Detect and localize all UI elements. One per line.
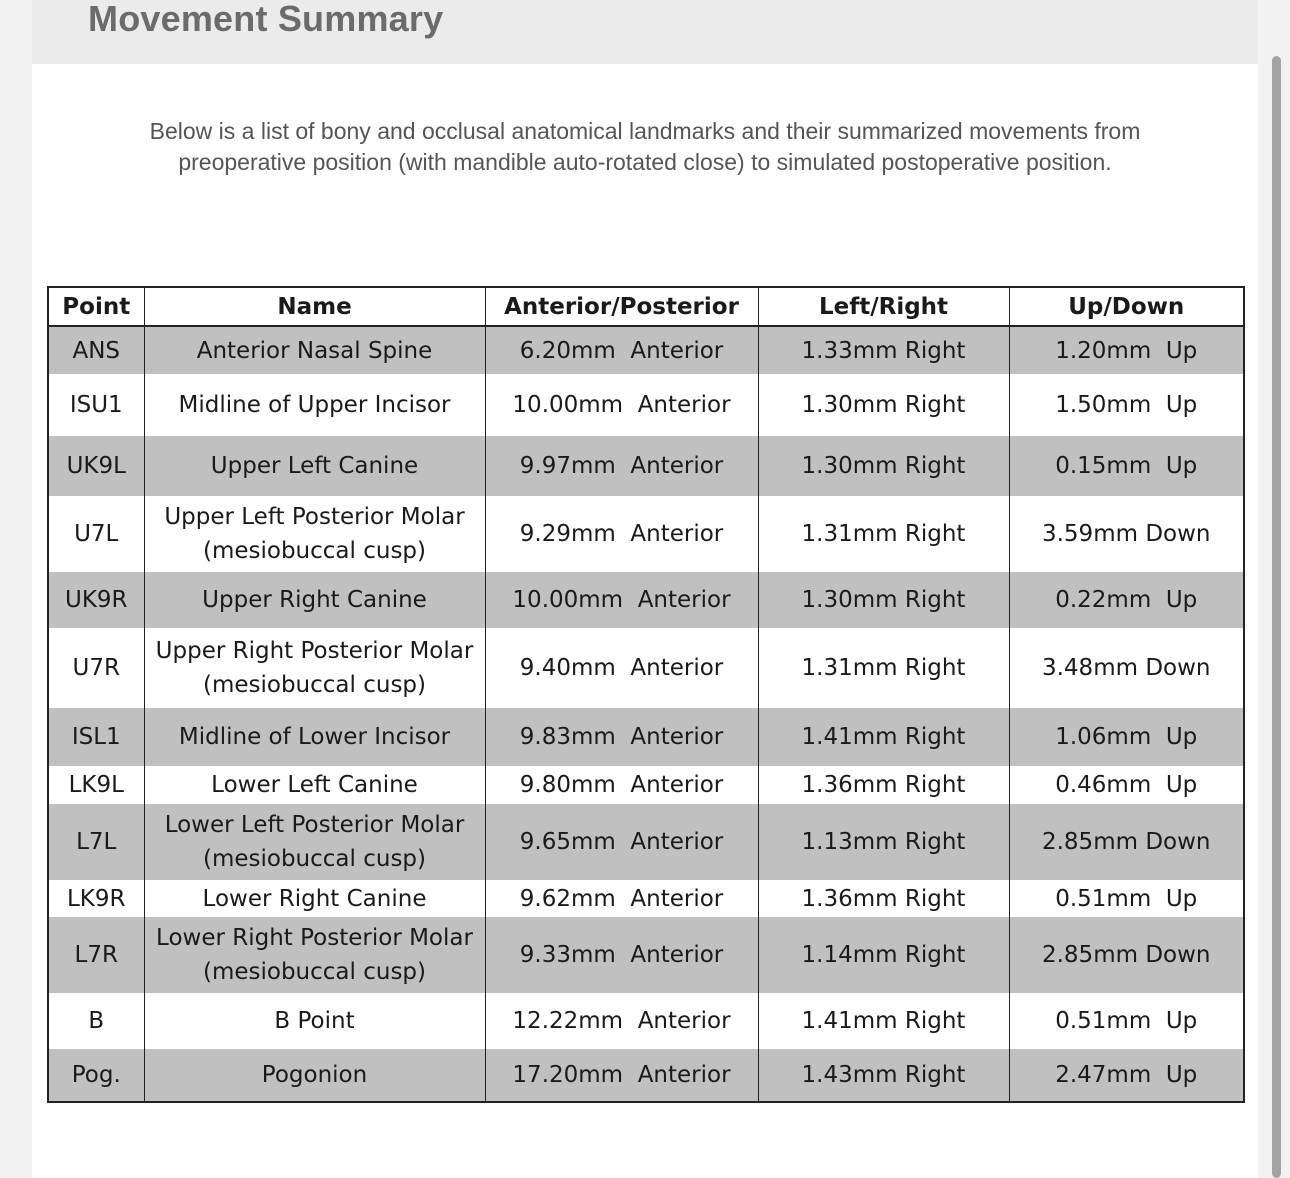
point-cell: Pog. xyxy=(48,1049,144,1102)
left-right-cell: 1.33mm Right xyxy=(758,326,1009,374)
up-down-cell: 0.22mm Up xyxy=(1009,572,1244,628)
table-row xyxy=(48,880,1244,917)
left-right-cell: 1.14mm Right xyxy=(758,917,1009,993)
point-cell: LK9R xyxy=(48,880,144,917)
name-cell xyxy=(144,993,485,1049)
anterior-posterior-cell: 9.29mm Anterior xyxy=(485,496,758,572)
left-right-cell: 1.36mm Right xyxy=(758,880,1009,917)
left-right-cell: 1.31mm Right xyxy=(758,496,1009,572)
column-header-point: Point xyxy=(48,287,144,326)
name-cell xyxy=(144,436,485,496)
point-cell: UK9L xyxy=(48,436,144,496)
table-row xyxy=(48,374,1244,436)
header-bar xyxy=(32,0,1258,64)
point-cell: L7L xyxy=(48,804,144,880)
name-cell xyxy=(144,804,485,880)
name-line: Lower Left Canine xyxy=(211,772,418,798)
left-right-cell: 1.41mm Right xyxy=(758,993,1009,1049)
up-down-cell: 2.47mm Up xyxy=(1009,1049,1244,1102)
up-down-cell: 0.15mm Up xyxy=(1009,436,1244,496)
column-header-name: Name xyxy=(144,287,485,326)
column-header-up-down: Up/Down xyxy=(1009,287,1244,326)
table-row xyxy=(48,917,1244,993)
name-line: Upper Right Canine xyxy=(202,587,427,613)
left-right-cell: 1.13mm Right xyxy=(758,804,1009,880)
name-cell xyxy=(144,628,485,708)
table-body xyxy=(48,326,1244,1102)
name-line: Upper Left Posterior Molar xyxy=(164,504,465,530)
left-right-cell: 1.30mm Right xyxy=(758,374,1009,436)
up-down-cell: 0.46mm Up xyxy=(1009,766,1244,804)
up-down-cell: 2.85mm Down xyxy=(1009,804,1244,880)
name-cell xyxy=(144,917,485,993)
table-row xyxy=(48,993,1244,1049)
up-down-cell: 3.48mm Down xyxy=(1009,628,1244,708)
up-down-cell: 3.59mm Down xyxy=(1009,496,1244,572)
anterior-posterior-cell: 10.00mm Anterior xyxy=(485,374,758,436)
name-cell xyxy=(144,374,485,436)
anterior-posterior-cell: 9.83mm Anterior xyxy=(485,708,758,766)
table-row xyxy=(48,326,1244,374)
name-line: Pogonion xyxy=(261,1062,368,1088)
table-row xyxy=(48,496,1244,572)
name-line: Midline of Lower Incisor xyxy=(178,724,451,750)
anterior-posterior-cell: 9.62mm Anterior xyxy=(485,880,758,917)
name-line-secondary: (mesiobuccal cusp) xyxy=(202,846,426,872)
point-cell: ISL1 xyxy=(48,708,144,766)
table-row xyxy=(48,804,1244,880)
left-right-cell: 1.31mm Right xyxy=(758,628,1009,708)
name-cell xyxy=(144,496,485,572)
name-line-secondary: (mesiobuccal cusp) xyxy=(202,538,426,564)
table-header-row xyxy=(48,287,1244,326)
table-row xyxy=(48,436,1244,496)
movement-table xyxy=(47,286,1245,1103)
point-cell: LK9L xyxy=(48,766,144,804)
anterior-posterior-cell: 6.20mm Anterior xyxy=(485,326,758,374)
name-cell xyxy=(144,766,485,804)
scrollbar-thumb[interactable] xyxy=(1272,56,1281,1178)
table-row xyxy=(48,708,1244,766)
anterior-posterior-cell: 9.65mm Anterior xyxy=(485,804,758,880)
point-cell: B xyxy=(48,993,144,1049)
name-line: B Point xyxy=(274,1008,355,1034)
left-right-cell: 1.36mm Right xyxy=(758,766,1009,804)
table-row xyxy=(48,628,1244,708)
up-down-cell: 1.06mm Up xyxy=(1009,708,1244,766)
name-line: Upper Left Canine xyxy=(210,453,419,479)
name-line-secondary: (mesiobuccal cusp) xyxy=(202,959,426,985)
point-cell: UK9R xyxy=(48,572,144,628)
table-row xyxy=(48,572,1244,628)
up-down-cell: 1.50mm Up xyxy=(1009,374,1244,436)
table-row xyxy=(48,766,1244,804)
page-title: Movement Summary xyxy=(88,0,444,39)
up-down-cell: 2.85mm Down xyxy=(1009,917,1244,993)
left-right-cell: 1.30mm Right xyxy=(758,572,1009,628)
up-down-cell: 1.20mm Up xyxy=(1009,326,1244,374)
point-cell: ANS xyxy=(48,326,144,374)
left-right-cell: 1.30mm Right xyxy=(758,436,1009,496)
name-line: Midline of Upper Incisor xyxy=(178,392,451,418)
point-cell: U7R xyxy=(48,628,144,708)
name-cell xyxy=(144,572,485,628)
point-cell: L7R xyxy=(48,917,144,993)
name-cell xyxy=(144,708,485,766)
name-line: Lower Right Posterior Molar xyxy=(156,925,473,951)
left-right-cell: 1.43mm Right xyxy=(758,1049,1009,1102)
anterior-posterior-cell: 12.22mm Anterior xyxy=(485,993,758,1049)
anterior-posterior-cell: 9.97mm Anterior xyxy=(485,436,758,496)
name-cell xyxy=(144,326,485,374)
point-cell: U7L xyxy=(48,496,144,572)
left-right-cell: 1.41mm Right xyxy=(758,708,1009,766)
column-header-left-right: Left/Right xyxy=(758,287,1009,326)
name-line: Lower Left Posterior Molar xyxy=(164,812,465,838)
intro-text: Below is a list of bony and occlusal anatomical landmarks and their summarized movements from preoperative position (with mandible auto-rotated close) to simulated postoperative position. xyxy=(149,118,1141,175)
up-down-cell: 0.51mm Up xyxy=(1009,880,1244,917)
name-line-secondary: (mesiobuccal cusp) xyxy=(202,672,426,698)
anterior-posterior-cell: 17.20mm Anterior xyxy=(485,1049,758,1102)
table-row xyxy=(48,1049,1244,1102)
name-cell xyxy=(144,1049,485,1102)
anterior-posterior-cell: 10.00mm Anterior xyxy=(485,572,758,628)
name-line: Upper Right Posterior Molar xyxy=(155,638,474,664)
point-cell: ISU1 xyxy=(48,374,144,436)
name-line: Anterior Nasal Spine xyxy=(196,337,433,364)
anterior-posterior-cell: 9.40mm Anterior xyxy=(485,628,758,708)
anterior-posterior-cell: 9.33mm Anterior xyxy=(485,917,758,993)
anterior-posterior-cell: 9.80mm Anterior xyxy=(485,766,758,804)
name-line: Lower Right Canine xyxy=(202,885,427,912)
up-down-cell: 0.51mm Up xyxy=(1009,993,1244,1049)
column-header-anterior-posterior: Anterior/Posterior xyxy=(485,287,758,326)
name-cell xyxy=(144,880,485,917)
